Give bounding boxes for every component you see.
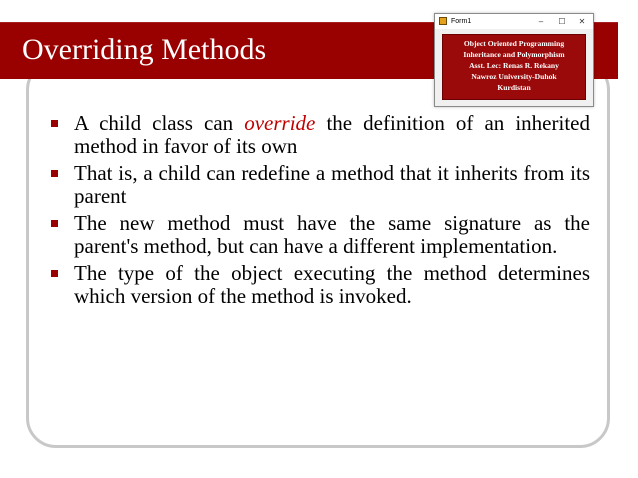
window-titlebar[interactable] xyxy=(435,14,593,29)
bullet-emphasis: override xyxy=(244,111,316,135)
window-label-line: Asst. Lec: Renas R. Rekany xyxy=(469,61,559,70)
bullet-text-after: the definition of an inherited method in favor of its own xyxy=(74,111,590,158)
bullet-item xyxy=(48,212,590,258)
window-label-panel xyxy=(442,34,586,100)
bullet-item xyxy=(48,262,590,308)
form-app-icon xyxy=(439,17,447,25)
square-bullet-icon xyxy=(51,270,58,277)
form-window[interactable] xyxy=(434,13,594,107)
square-bullet-icon xyxy=(51,120,58,127)
maximize-button[interactable]: ☐ xyxy=(558,17,566,26)
bullet-text-before: A child class can xyxy=(74,111,245,135)
window-title: Form1 xyxy=(451,18,472,25)
window-label-line: Inheritance and Polymorphism xyxy=(463,50,565,59)
bullet-list xyxy=(48,112,590,312)
bullet-text: The type of the object executing the method determines which version of the method is invoked. xyxy=(74,261,590,308)
bullet-item xyxy=(48,112,590,158)
square-bullet-icon xyxy=(51,220,58,227)
close-button[interactable]: ✕ xyxy=(578,17,586,26)
window-label-line: Kurdistan xyxy=(497,83,531,92)
bullet-text: That is, a child can redefine a method that it inherits from its parent xyxy=(74,161,590,208)
bullet-text: The new method must have the same signature as the parent's method, but can have a different implementation. xyxy=(74,211,590,258)
slide-title: Overriding Methods xyxy=(22,33,267,66)
window-label-line: Object Oriented Programming xyxy=(463,39,565,48)
square-bullet-icon xyxy=(51,170,58,177)
window-label-line: Nawroz University-Duhok xyxy=(471,72,557,81)
bullet-item xyxy=(48,162,590,208)
minimize-button[interactable]: – xyxy=(538,17,544,26)
